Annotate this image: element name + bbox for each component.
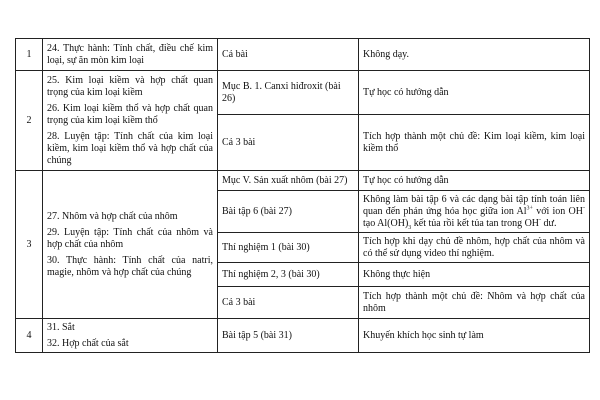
lesson-title: 25. Kim loại kiềm và hợp chất quan trọng của kim loại kiềm bbox=[47, 74, 213, 98]
charge-superscript: - bbox=[539, 217, 542, 224]
lesson-cell bbox=[43, 171, 218, 319]
note-cell: Khuyến khích học sinh tự làm bbox=[359, 319, 590, 353]
note-cell: Không thực hiện bbox=[359, 263, 590, 287]
note-cell: Tích hợp khi dạy chủ đề nhôm, hợp chất của nhôm và có thể sử dụng video thí nghiệm. bbox=[359, 233, 590, 263]
lesson-cell bbox=[43, 319, 218, 353]
note-cell: Tự học có hướng dẫn bbox=[359, 71, 590, 115]
lesson-cell bbox=[43, 39, 218, 71]
table-row bbox=[16, 319, 590, 353]
content-cell: Mục V. Sản xuất nhôm (bài 27) bbox=[218, 171, 359, 191]
lesson-title: 30. Thực hành: Tính chất của natri, magie, nhôm và hợp chất của chúng bbox=[47, 254, 213, 278]
note-text: tạo Al(OH) bbox=[363, 217, 409, 229]
charge-superscript: - bbox=[583, 205, 585, 212]
note-cell: Tích hợp thành một chủ đề: Nhôm và hợp chất của nhôm bbox=[359, 287, 590, 319]
content-cell: Cả 3 bài bbox=[218, 287, 359, 319]
content-cell: Thí nghiệm 1 (bài 30) bbox=[218, 233, 359, 263]
charge-superscript: 3+ bbox=[526, 205, 533, 212]
row-number: 4 bbox=[16, 319, 43, 353]
table-row bbox=[16, 171, 590, 191]
lesson-title: 26. Kim loại kiềm thổ và hợp chất quan trọng của kim loại kiềm thổ bbox=[47, 102, 213, 126]
note-cell: Tích hợp thành một chủ đề: Kim loại kiềm, kim loại kiềm thổ bbox=[359, 115, 590, 171]
lesson-title: 29. Luyện tập: Tính chất của nhôm và hợp chất của nhôm bbox=[47, 226, 213, 250]
note-text: dư. bbox=[541, 217, 557, 229]
table-row bbox=[16, 39, 590, 71]
lesson-cell bbox=[43, 71, 218, 171]
row-number: 2 bbox=[16, 71, 43, 171]
lesson-title: 27. Nhôm và hợp chất của nhôm bbox=[47, 210, 178, 222]
lesson-title: 31. Sắt bbox=[47, 321, 75, 333]
note-text: kết tủa rồi kết tủa tan trong OH bbox=[411, 217, 540, 229]
table-row bbox=[16, 71, 590, 115]
content-cell: Thí nghiệm 2, 3 (bài 30) bbox=[218, 263, 359, 287]
note-text: Không làm bài tập 6 và các dạng bài tập tính toán liên quan đến phản ứng hóa học giữa ion Al bbox=[363, 193, 585, 217]
lesson-title: 24. Thực hành: Tính chất, điều chế kim loại, sự ăn mòn kim loại bbox=[47, 42, 213, 66]
row-number: 3 bbox=[16, 171, 43, 319]
row-number: 1 bbox=[16, 39, 43, 71]
lesson-title: 28. Luyện tập: Tính chất của kim loại kiềm, kim loại kiềm thổ và hợp chất của chúng bbox=[47, 130, 213, 166]
note-text: với ion OH bbox=[532, 205, 583, 217]
content-cell: Mục B. 1. Canxi hiđroxit (bài 26) bbox=[218, 71, 359, 115]
formula-subscript: 3 bbox=[408, 224, 412, 231]
note-cell bbox=[359, 191, 590, 233]
content-cell: Cả bài bbox=[218, 39, 359, 71]
content-cell: Bài tập 6 (bài 27) bbox=[218, 191, 359, 233]
content-cell: Cả 3 bài bbox=[218, 115, 359, 171]
note-cell: Không dạy. bbox=[359, 39, 590, 71]
note-cell: Tự học có hướng dẫn bbox=[359, 171, 590, 191]
lesson-title: 32. Hợp chất của sắt bbox=[47, 337, 129, 349]
content-cell: Bài tập 5 (bài 31) bbox=[218, 319, 359, 353]
curriculum-adjustment-table bbox=[15, 38, 590, 353]
